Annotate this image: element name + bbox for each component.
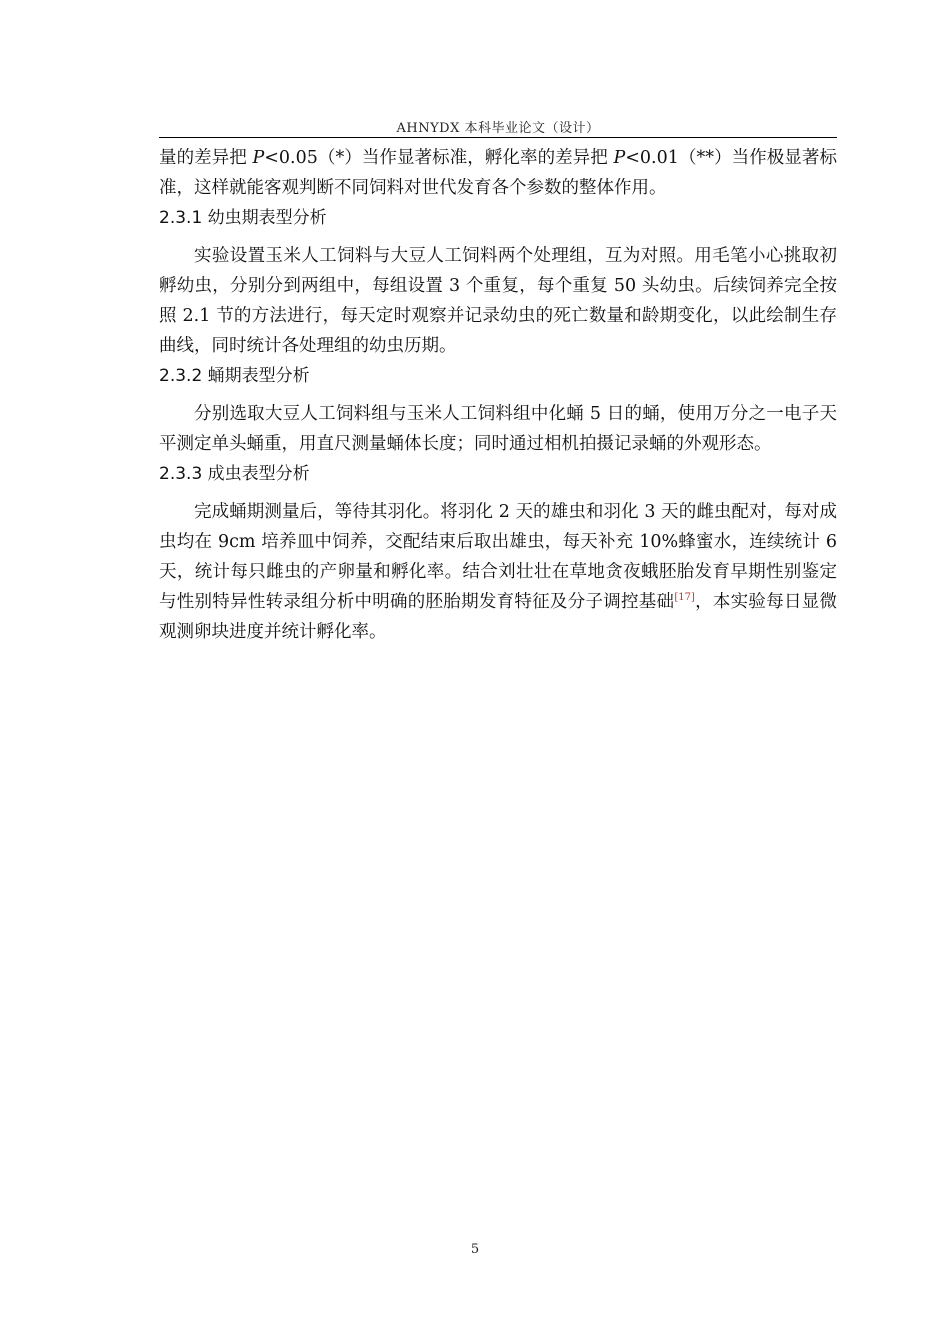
citation-link[interactable]: [17] (674, 592, 695, 604)
page-number: 5 (470, 1242, 480, 1257)
paragraph-pupa: 分别选取大豆人工饲料组与玉米人工饲料组中化蛹 5 日的蛹，使用万分之一电子天平测定单头蛹重，用直尺测量蛹体长度；同时通过相机拍摄记录蛹的外观形态。 (159, 404, 837, 454)
paragraph-statistics (159, 143, 837, 203)
body-content (159, 143, 837, 647)
section-heading-pupa: 2.3.2 蛹期表型分析 (159, 366, 310, 386)
text-run: 量的差异把 (159, 148, 253, 168)
section-heading-adult: 2.3.3 成虫表型分析 (159, 464, 310, 484)
section-heading-larva: 2.3.1 幼虫期表型分析 (159, 208, 327, 228)
text-run: <0.01（**）当作极显著标准，这样就能客观判断不同饲料对世代发育各个参数的整体作用。 (159, 148, 837, 198)
text-run: 完成蛹期测量后，等待其羽化。将羽化 2 天的雄虫和羽化 3 天的雌虫配对，每对成虫均在 9cm 培养皿中饲养，交配结束后取出雄虫，每天补充 10%蜂蜜水，连续统计 6 天，统计每只雌虫的产卵量和孵化率。结合刘壮壮在草地贪夜蛾胚胎发育早期性别鉴定与性别特异性转录组分析中明确的胚胎期发育特征及分子调控基础 (159, 502, 837, 612)
p-value-symbol: P (252, 148, 265, 168)
header-rule (159, 137, 837, 138)
paragraph-larva: 实验设置玉米人工饲料与大豆人工饲料两个处理组，互为对照。用毛笔小心挑取初孵幼虫，分别分到两组中，每组设置 3 个重复，每个重复 50 头幼虫。后续饲养完全按照 2.1 节的方法进行，每天定时观察并记录幼虫的死亡数量和龄期变化，以此绘制生存曲线，同时统计各处理组的幼虫历期。 (159, 246, 837, 356)
text-run: ，本实验每日显微观测卵块进度并统计孵化率。 (159, 592, 837, 642)
text-run: <0.05（*）当作显著标准，孵化率的差异把 (264, 148, 614, 168)
p-value-symbol: P (613, 148, 626, 168)
paragraph-adult (159, 497, 837, 647)
running-header: AHNYDX 本科毕业论文（设计） (396, 121, 600, 136)
